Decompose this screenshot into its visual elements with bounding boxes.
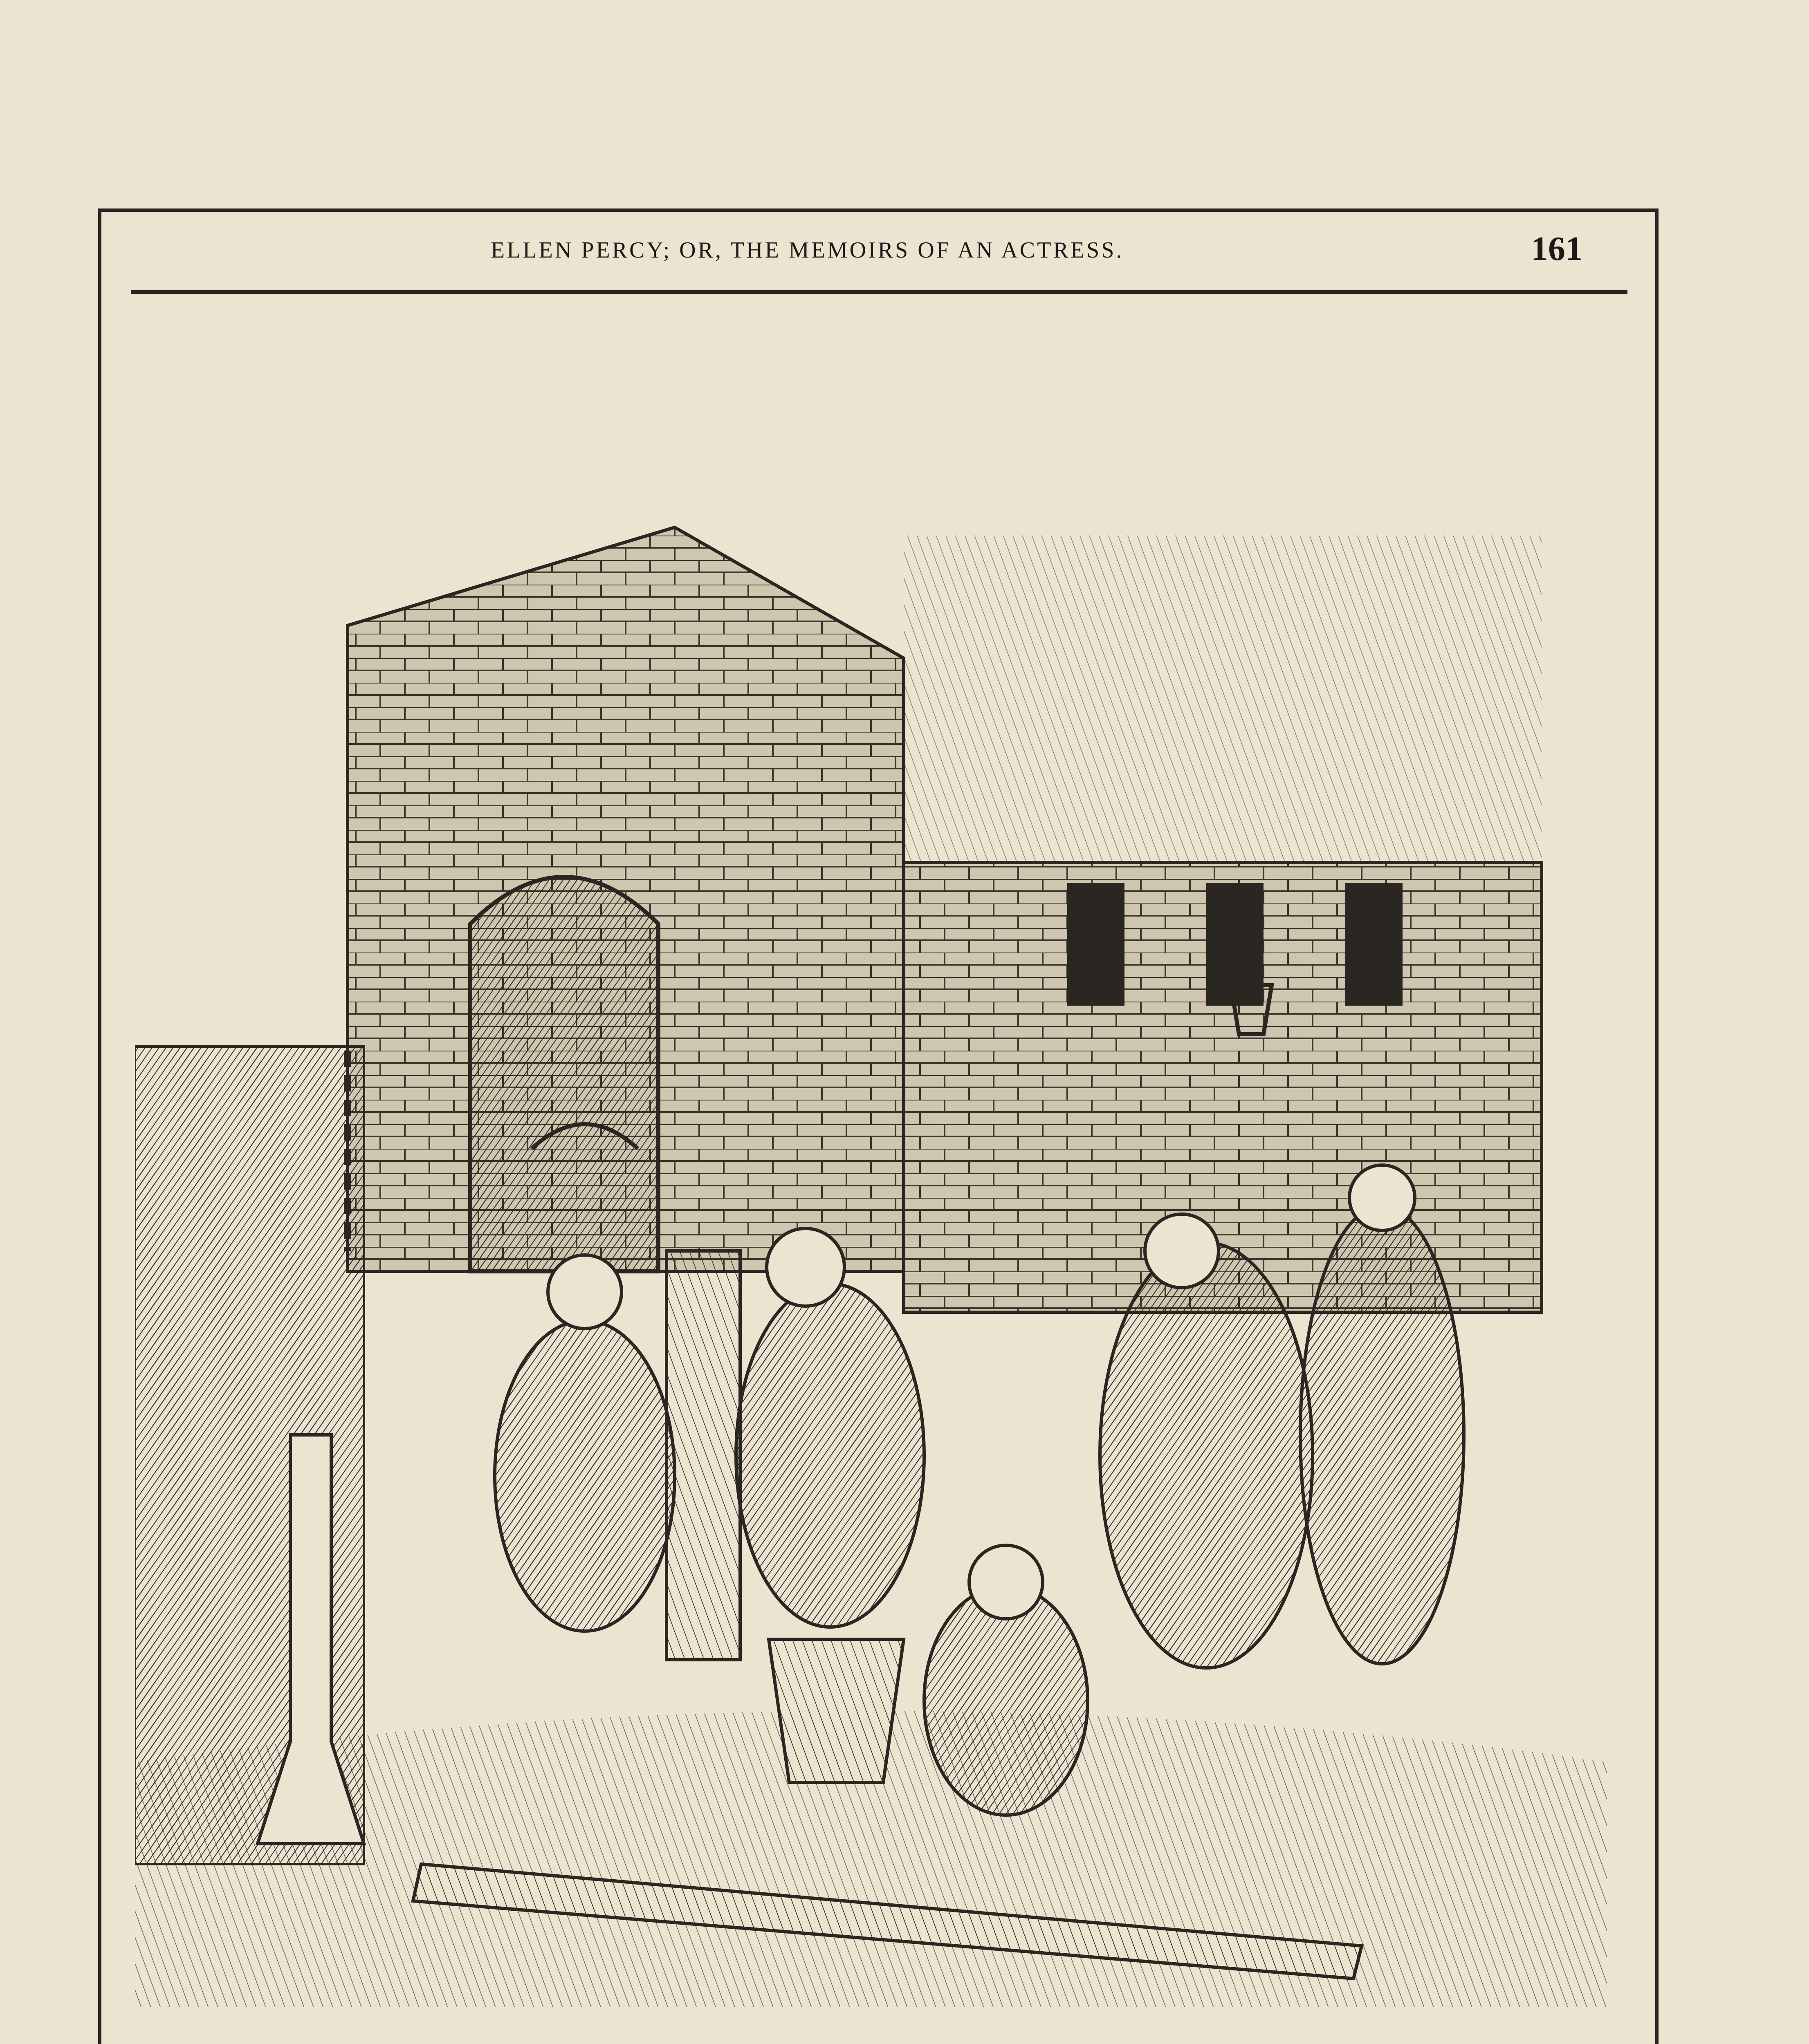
page-number: 161 bbox=[1531, 230, 1582, 268]
street-scene-engraving bbox=[135, 413, 1607, 2007]
running-title: ELLEN PERCY; OR, THE MEMOIRS OF AN ACTRESS. bbox=[491, 238, 1124, 263]
running-head bbox=[131, 229, 1627, 286]
header-rule bbox=[131, 290, 1627, 294]
engraving-illustration bbox=[135, 413, 1607, 2007]
